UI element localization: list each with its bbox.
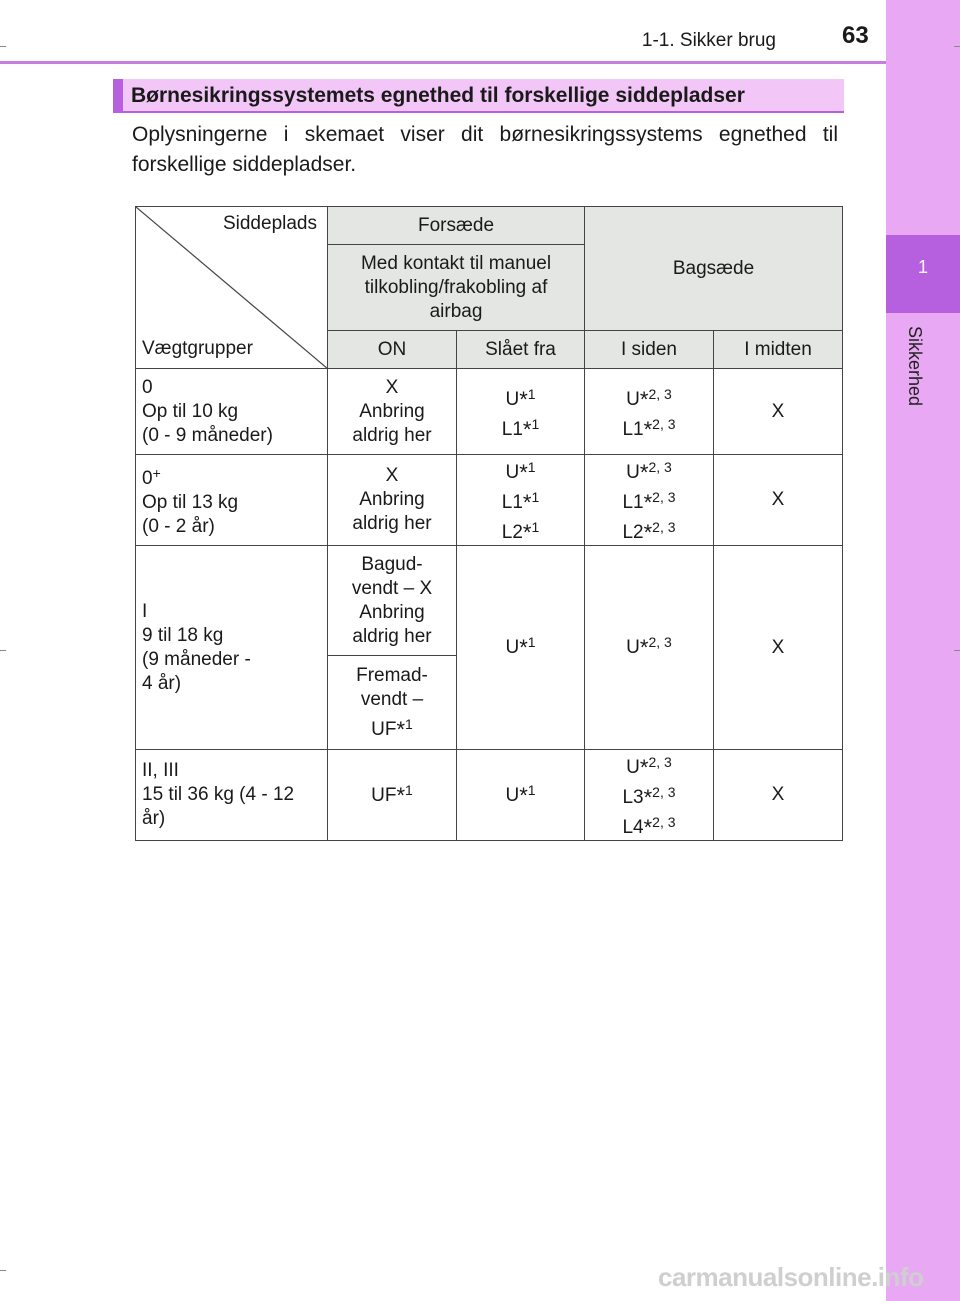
- cell-off: [457, 455, 585, 546]
- table-row: [136, 369, 843, 455]
- cell-on: X Anbring aldrig her: [328, 369, 457, 455]
- crop-mark: [954, 46, 960, 47]
- column-header-side: I siden: [585, 331, 714, 369]
- cell-middle: X: [714, 546, 843, 750]
- weight-group-cell: 0 Op til 10 kg (0 - 9 måneder): [136, 369, 328, 455]
- cell-off: [457, 369, 585, 455]
- corner-label-seat: Siddeplads: [222, 213, 317, 234]
- code-entry: L1*$^{2, 3}$: [622, 415, 676, 442]
- intro-paragraph: Oplysningerne i skemaet viser dit børnesikringssystems egnethed til forskellige siddepladser.: [132, 123, 838, 176]
- table-row: [136, 546, 843, 656]
- cell-on: UF*$^1$: [328, 750, 457, 841]
- cell-side: U*$^{2, 3}$: [585, 546, 714, 750]
- code-entry: U*$^1$: [505, 385, 536, 412]
- cell-on-forward-facing: Fremad- vendt – UF*$^1$: [328, 656, 457, 750]
- cell-off: U*$^1$: [457, 750, 585, 841]
- watermark[interactable]: carmanualsonline.info: [658, 1262, 924, 1292]
- cell-middle: X: [714, 455, 843, 546]
- cell-on-rear-facing: Bagud- vendt – X Anbring aldrig her: [328, 546, 457, 656]
- weight-group-cell: I 9 til 18 kg (9 måneder - 4 år): [136, 546, 328, 750]
- table-row: [136, 455, 843, 546]
- crop-mark: [954, 650, 960, 651]
- code-entry: L1*$^1$: [501, 415, 540, 442]
- code-entry: L1*$^{2, 3}$: [622, 489, 676, 515]
- side-tab: [886, 0, 960, 1301]
- corner-label-weight: Vægtgrupper: [142, 338, 253, 359]
- front-seat-subheader: Med kontakt til manuel tilkobling/frakobling af airbag: [328, 245, 585, 331]
- column-header-middle: I midten: [714, 331, 843, 369]
- crop-mark: [0, 46, 6, 47]
- cell-off: U*$^1$: [457, 546, 585, 750]
- section-heading: [113, 79, 844, 113]
- chapter-tab[interactable]: [886, 235, 960, 313]
- chapter-number: 1: [917, 257, 928, 277]
- code-entry: U*$^{2, 3}$: [626, 459, 672, 485]
- crop-mark: [0, 1270, 6, 1271]
- cell-side: [585, 369, 714, 455]
- header-rule: [0, 61, 886, 64]
- weight-group-cell: II, III 15 til 36 kg (4 - 12 år): [136, 750, 328, 841]
- crop-mark: [0, 650, 6, 651]
- cell-side: [585, 750, 714, 841]
- chapter-title: Sikkerhed: [905, 326, 925, 407]
- table-corner-cell: [136, 207, 328, 369]
- section-heading-text: Børnesikringssystemets egnethed til forskellige siddepladser: [131, 84, 745, 107]
- cell-side: [585, 455, 714, 546]
- cell-on: X Anbring aldrig her: [328, 455, 457, 546]
- front-seat-header: Forsæde: [328, 207, 585, 245]
- code-entry: L2*$^1$: [501, 519, 540, 545]
- code-entry: U*$^{2, 3}$: [626, 385, 672, 412]
- suitability-table: [135, 206, 843, 841]
- weight-group-cell: 0+ Op til 13 kg (0 - 2 år): [136, 455, 328, 546]
- code-entry: U*$^{2, 3}$: [626, 754, 672, 780]
- code-entry: L2*$^{2, 3}$: [622, 519, 676, 545]
- section-label: 1-1. Sikker brug: [641, 30, 776, 51]
- code-entry: L1*$^1$: [501, 489, 540, 515]
- code-entry: U*$^1$: [505, 459, 536, 485]
- code-entry: L3*$^{2, 3}$: [622, 784, 676, 810]
- table-row: [136, 750, 843, 841]
- page-number: 63: [842, 22, 869, 49]
- code-entry: L4*$^{2, 3}$: [622, 814, 676, 840]
- cell-middle: X: [714, 369, 843, 455]
- column-header-off: Slået fra: [457, 331, 585, 369]
- column-header-on: ON: [328, 331, 457, 369]
- rear-seat-header: Bagsæde: [585, 207, 843, 331]
- cell-middle: X: [714, 750, 843, 841]
